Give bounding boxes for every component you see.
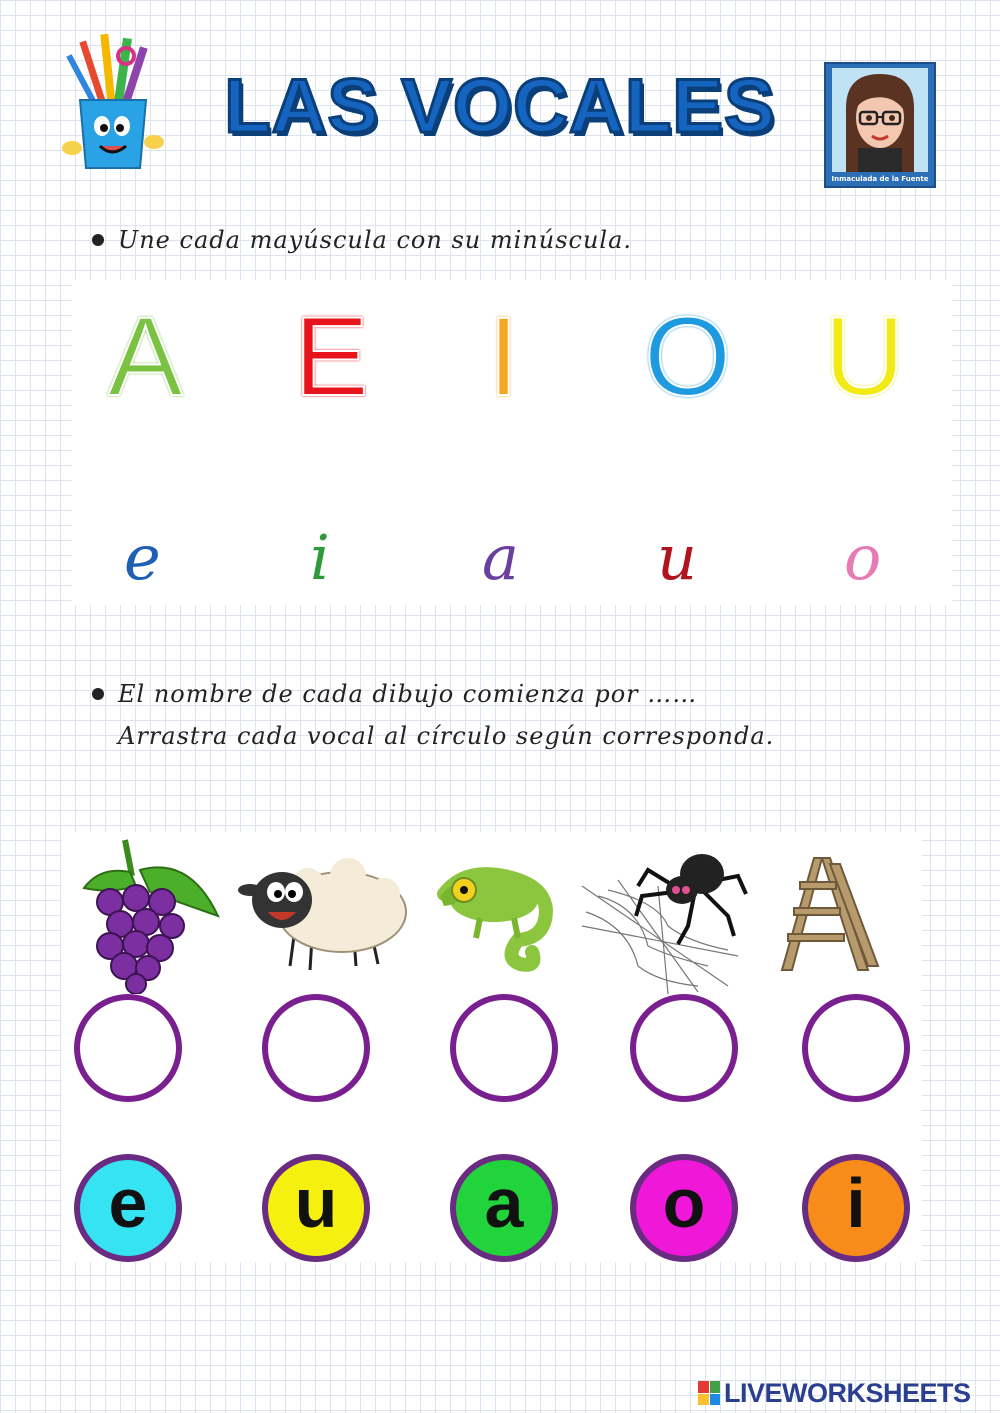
- bullet-icon: [92, 688, 104, 700]
- liveworksheets-mark-icon: [698, 1381, 720, 1405]
- spider-picture: [578, 846, 748, 1001]
- instruction-match: Une cada mayúscula con su minúscula.: [118, 226, 633, 254]
- vowel-chip-e[interactable]: [74, 1154, 182, 1262]
- vowel-chip-i[interactable]: [802, 1154, 910, 1262]
- vowel-chip-label: i: [846, 1164, 866, 1242]
- uppercase-a[interactable]: A: [108, 294, 183, 419]
- uppercase-i[interactable]: I: [488, 294, 520, 419]
- lowercase-i[interactable]: i: [310, 521, 330, 594]
- vowel-chip-label: e: [108, 1164, 148, 1242]
- grapes-picture: [80, 836, 220, 999]
- vowel-chip-u[interactable]: [262, 1154, 370, 1262]
- instruction-first-letter: El nombre de cada dibujo comienza por ……: [118, 680, 698, 708]
- page-title: LAS VOCALES: [224, 64, 776, 149]
- drop-circle-sheep[interactable]: [262, 994, 370, 1102]
- pencil-cup-picture: [60, 30, 165, 175]
- vowel-chip-label: o: [662, 1164, 706, 1242]
- uppercase-o[interactable]: O: [644, 294, 732, 419]
- drop-circle-spider[interactable]: [630, 994, 738, 1102]
- vowel-chip-label: u: [294, 1164, 338, 1242]
- vowel-chip-a[interactable]: [450, 1154, 558, 1262]
- sheep-picture: [238, 850, 412, 979]
- uppercase-u[interactable]: U: [824, 294, 905, 419]
- lowercase-e[interactable]: e: [124, 521, 161, 594]
- vowel-chip-label: a: [484, 1164, 524, 1242]
- matching-panel: [72, 280, 952, 605]
- drop-circle-chameleon[interactable]: [450, 994, 558, 1102]
- ladder-picture: [774, 854, 884, 979]
- lowercase-u[interactable]: u: [657, 521, 697, 594]
- vowel-chip-o[interactable]: [630, 1154, 738, 1262]
- lowercase-a[interactable]: a: [482, 521, 519, 594]
- bullet-icon: [92, 234, 104, 246]
- liveworksheets-logo: [698, 1378, 971, 1408]
- liveworksheets-brand: LIVEWORKSHEETS: [724, 1377, 971, 1408]
- uppercase-e[interactable]: E: [294, 294, 369, 419]
- chameleon-picture: [434, 858, 564, 977]
- teacher-avatar: [824, 62, 936, 188]
- lowercase-o[interactable]: o: [844, 521, 882, 594]
- instruction-drag: Arrastra cada vocal al círculo según corresponda.: [118, 722, 775, 750]
- teacher-caption: Inmaculada de la Fuente: [831, 175, 929, 183]
- drag-panel: [62, 832, 922, 1262]
- drop-circle-grapes[interactable]: [74, 994, 182, 1102]
- drop-circle-ladder[interactable]: [802, 994, 910, 1102]
